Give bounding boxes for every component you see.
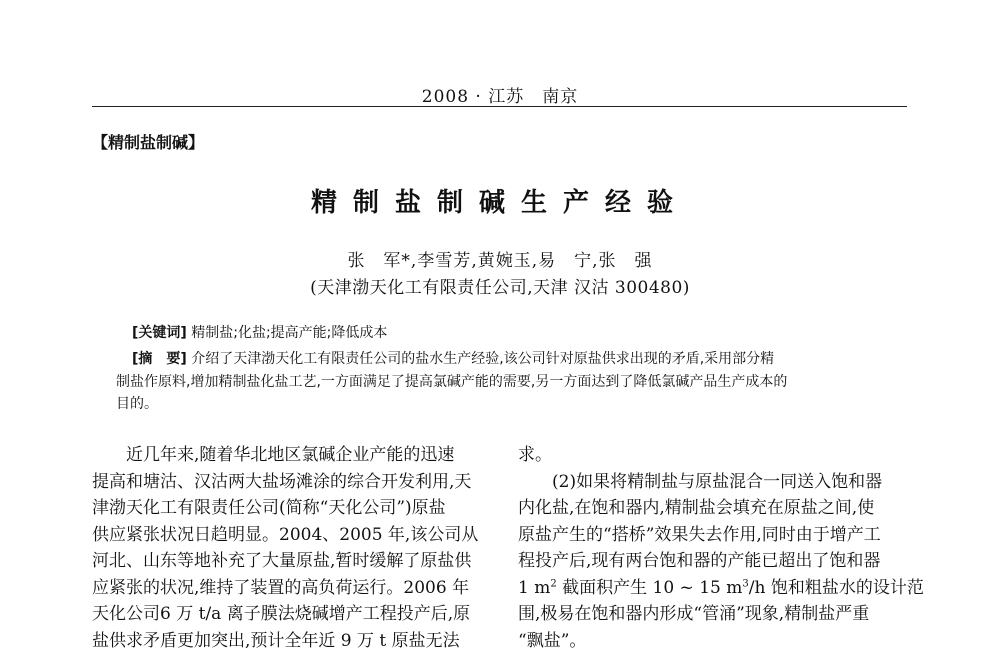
body-column-right (518, 442, 918, 654)
superscript: 2 (550, 578, 556, 589)
body-line: 内化盐,在饱和器内,精制盐会填充在原盐之间,使 (518, 495, 918, 522)
abstract-label: [摘 要] (132, 351, 187, 367)
unit-text: 1 m (518, 578, 550, 598)
body-line: 津渤天化工有限责任公司(简称“天化公司”)原盐 (92, 495, 492, 522)
body-line: “飘盐”。 (518, 628, 918, 654)
body-line: 应紧张的状况,维持了装置的高负荷运行。2006 年 (92, 575, 492, 602)
body-column-left (92, 442, 492, 654)
unit-text: /h 饱和粗盐水的设计范 (749, 578, 924, 598)
body-line: 近几年来,随着华北地区氯碱企业产能的迅速 (92, 442, 492, 469)
body-line: 求。 (518, 442, 918, 469)
body-line-units (518, 575, 918, 602)
author-list: 张 军*,李雪芳,黄婉玉,易 宁,张 强 (0, 246, 1000, 271)
unit-text: 截面积产生 10 ~ 15 m (557, 578, 743, 598)
body-line: 原盐产生的“搭桥”效果失去作用,同时由于增产工 (518, 522, 918, 549)
body-line: 供应紧张状况日趋明显。2004、2005 年,该公司从 (92, 522, 492, 549)
body-line: 盐供求矛盾更加突出,预计全年近 9 万 t 原盐无法 (92, 628, 492, 654)
body-line: (2)如果将精制盐与原盐混合一同送入饱和器 (518, 469, 918, 496)
body-line: 提高和塘沽、汉沽两大盐场滩涂的综合开发利用,天 (92, 469, 492, 496)
affiliation: (天津渤天化工有限责任公司,天津 汉沽 300480) (0, 273, 1000, 298)
section-tag: 【精制盐制碱】 (92, 130, 204, 153)
body-line: 河北、山东等地补充了大量原盐,暂时缓解了原盐供 (92, 548, 492, 575)
paper-title: 精制盐制碱生产经验 (0, 182, 1000, 219)
running-header: 2008 · 江苏 南京 (0, 82, 1000, 107)
keywords (132, 322, 872, 344)
abstract-line-3: 目的。 (116, 393, 880, 416)
superscript: 3 (742, 578, 748, 589)
body-line: 围,极易在饱和器内形成“管涌”现象,精制盐严重 (518, 601, 918, 628)
abstract-line-2: 制盐作原料,增加精制盐化盐工艺,一方面满足了提高氯碱产能的需要,另一方面达到了降低氯碱产品生产成本的 (116, 371, 880, 394)
body-line: 程投产后,现有两台饱和器的产能已超出了饱和器 (518, 548, 918, 575)
header-rule (92, 106, 907, 107)
abstract (132, 348, 880, 416)
keywords-label: [关键词] (132, 325, 187, 341)
abstract-line-1: 介绍了天津渤天化工有限责任公司的盐水生产经验,该公司针对原盐供求出现的矛盾,采用部分精 (191, 351, 774, 367)
body-line: 天化公司6 万 t/a 离子膜法烧碱增产工程投产后,原 (92, 601, 492, 628)
keywords-text: 精制盐;化盐;提高产能;降低成本 (191, 325, 387, 341)
